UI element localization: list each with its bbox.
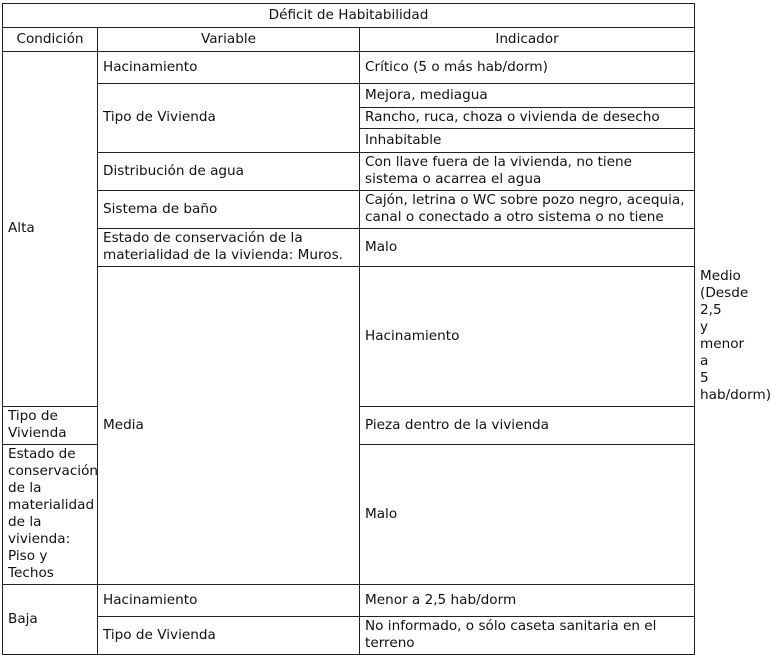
table-row (3, 153, 695, 191)
table-row: Media Hacinamiento Medio (Desde 2,5 y menor a 5 hab/dorm) (3, 267, 695, 407)
habitability-table-container (2, 3, 771, 655)
indicator-cell: Malo (360, 445, 695, 585)
table-title: Déficit de Habitabilidad (3, 4, 695, 28)
variable-cell: Tipo de Vivienda (98, 84, 360, 153)
header-condicion: Condición (3, 28, 98, 52)
indicator-cell: Con llave fuera de la vivienda, no tiene sistema o acarrea el agua (360, 153, 695, 191)
header-variable: Variable (98, 28, 360, 52)
variable-cell: Hacinamiento (98, 52, 360, 84)
variable-cell: Tipo de Vivienda (3, 407, 98, 445)
variable-cell: Tipo de Vivienda (98, 617, 360, 655)
indicator-cell: Rancho, ruca, choza o vivienda de desecho (360, 108, 695, 129)
indicator-cell: Menor a 2,5 hab/dorm (360, 585, 695, 617)
variable-cell: Estado de conservación de la materialidad de la vivienda: Piso y Techos (3, 445, 98, 585)
title-row (3, 4, 695, 28)
indicator-cell: Crítico (5 o más hab/dorm) (360, 52, 695, 84)
header-row (3, 28, 695, 52)
condition-cell-media: Media (98, 267, 360, 585)
table-row (3, 84, 695, 108)
indicator-cell: Malo (360, 229, 695, 267)
header-indicador: Indicador (360, 28, 695, 52)
habitability-deficit-table (2, 3, 771, 655)
indicator-cell: Pieza dentro de la vivienda (360, 407, 695, 445)
condition-cell-alta: Alta (3, 52, 98, 407)
indicator-cell: Inhabitable (360, 129, 695, 153)
table-row (3, 52, 695, 84)
variable-cell: Sistema de baño (98, 191, 360, 229)
variable-cell: Distribución de agua (98, 153, 360, 191)
indicator-cell: Mejora, mediagua (360, 84, 695, 108)
condition-cell-baja: Baja (3, 585, 98, 655)
table-row (3, 585, 695, 617)
table-row (3, 617, 695, 655)
variable-cell: Hacinamiento (360, 267, 695, 407)
indicator-cell: Cajón, letrina o WC sobre pozo negro, acequia, canal o conectado a otro sistema o no tiene (360, 191, 695, 229)
table-row (3, 191, 695, 229)
indicator-cell: No informado, o sólo caseta sanitaria en el terreno (360, 617, 695, 655)
variable-cell: Hacinamiento (98, 585, 360, 617)
table-row (3, 229, 695, 267)
variable-cell: Estado de conservación de la materialidad de la vivienda: Muros. (98, 229, 360, 267)
